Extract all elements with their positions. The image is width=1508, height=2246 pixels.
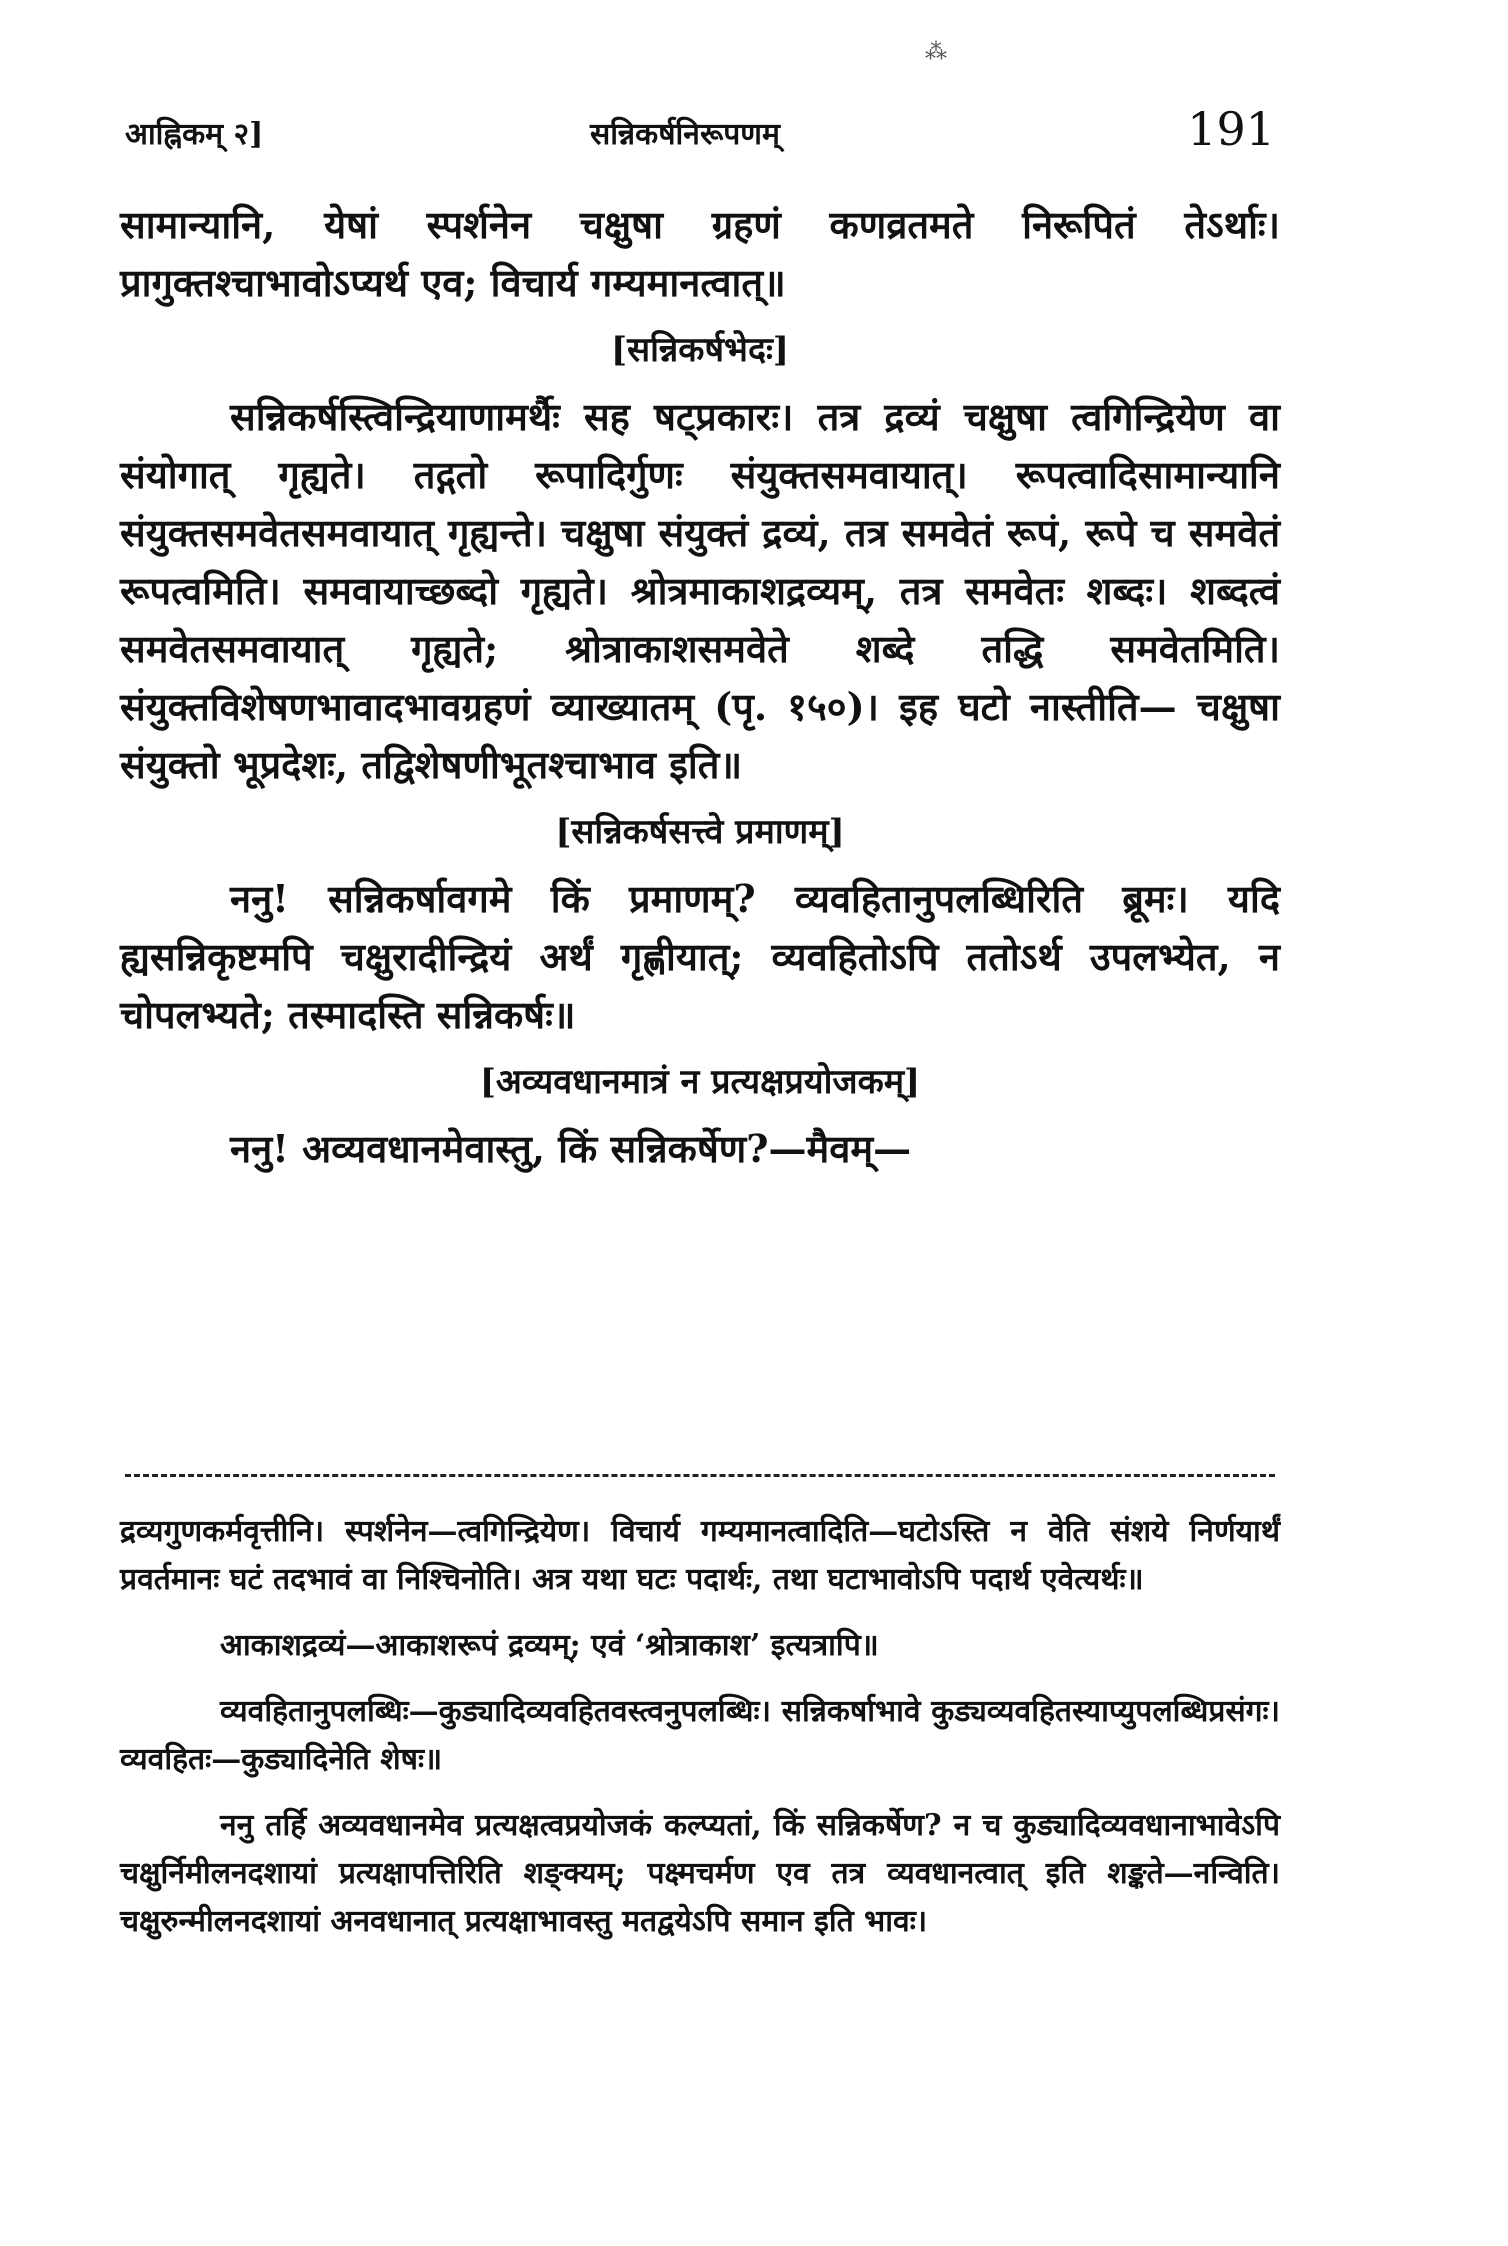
paragraph-3: ननु! सन्निकर्षावगमे किं प्रमाणम्? व्यवहितानुपलब्धिरिति ब्रूमः। यदि ह्यसन्निकृष्टमपि चक्षुरादीन्द्रियं अर्थं गृह्णीयात्; व्यवहितोऽपि ततोऽर्थ उपलभ्येत, न चोपलभ्यते; तस्मादस्ति सन्निकर्षः॥ <box>120 876 1280 1037</box>
main-text <box>120 196 1280 1178</box>
section-heading-1: [सन्निकर्षभेदः] <box>611 330 789 370</box>
paragraph-1: सामान्यानि, येषां स्पर्शनेन चक्षुषा ग्रहणं कणव्रतमते निरूपितं तेऽर्थाः। प्रागुक्तश्चाभावोऽप्यर्थ एव; विचार्य गम्यमानत्वात्॥ <box>120 202 1280 305</box>
print-speck: ⁂ <box>925 40 947 65</box>
chapter-label: आह्निकम् २] <box>125 117 264 152</box>
note-3: व्यवहितानुपलब्धिः—कुड्यादिव्यवहितवस्त्वनुपलब्धिः। सन्निकर्षाभावे कुड्यव्यवहितस्याप्युपलब्धिप्रसंगः। व्यवहितः—कुड्यादिनेति शेषः॥ <box>120 1694 1280 1777</box>
section-heading-3: [अव्यवधानमात्रं न प्रत्यक्षप्रयोजकम्] <box>479 1062 921 1102</box>
commentary-notes <box>120 1508 1280 1964</box>
note-2: आकाशद्रव्यं—आकाशरूपं द्रव्यम्; एवं ‘श्रोत्राकाश’ इत्यत्रापि॥ <box>220 1628 879 1663</box>
paragraph-2: सन्निकर्षस्त्विन्द्रियाणामर्थैः सह षट्प्रकारः। तत्र द्रव्यं चक्षुषा त्वगिन्द्रियेण वा संयोगात् गृह्यते। तद्गतो रूपादिर्गुणः संयुक्तसमवायात्। रूपत्वादिसामान्यानि संयुक्तसमवेतसमवायात् गृह्यन्ते। चक्षुषा संयुक्तं द्रव्यं, तत्र समवेतं रूपं, रूपे च समवेतं रूपत्वमिति। समवायाच्छब्दो गृह्यते। श्रोत्रमाकाशद्रव्यम्, तत्र समवेतः शब्दः। शब्दत्वं समवेतसमवायात् गृह्यते; श्रोत्राकाशसमवेते शब्दे तद्धि समवेतमिति। संयुक्तविशेषणभावादभावग्रहणं व्याख्यातम् (पृ. १५०)। इह घटो नास्तीति— चक्षुषा संयुक्तो भूप्रदेशः, तद्विशेषणीभूतश्चाभाव इति॥ <box>120 394 1280 787</box>
page-number: 191 <box>1187 102 1275 156</box>
paragraph-4: ननु! अव्यवधानमेवास्तु, किं सन्निकर्षेण?—मैवम्— <box>230 1126 912 1171</box>
section-heading-2: [सन्निकर्षसत्त्वे प्रमाणम्] <box>555 812 845 852</box>
note-1: द्रव्यगुणकर्मवृत्तीनि। स्पर्शनेन—त्वगिन्द्रियेण। विचार्य गम्यमानत्वादिति—घटोऽस्ति न वेति संशये निर्णयार्थं प्रवर्तमानः घटं तदभावं वा निश्चिनोति। अत्र यथा घटः पदार्थः, तथा घटाभावोऽपि पदार्थ एवेत्यर्थः॥ <box>120 1514 1280 1597</box>
running-header <box>125 102 1275 162</box>
footnote-divider <box>125 1474 1275 1477</box>
section-title: सन्निकर्षनिरूपणम् <box>590 117 780 152</box>
note-4: ननु तर्हि अव्यवधानमेव प्रत्यक्षत्वप्रयोजकं कल्प्यतां, किं सन्निकर्षेण? न च कुड्यादिव्यवधानाभावेऽपि चक्षुर्निमीलनदशायां प्रत्यक्षापत्तिरिति शङ्क्यम्; पक्ष्मचर्मण एव तत्र व्यवधानत्वात् इति शङ्कते—नन्विति। चक्षुरुन्मीलनदशायां अनवधानात् प्रत्यक्षाभावस्तु मतद्वयेऽपि समान इति भावः। <box>120 1808 1280 1939</box>
